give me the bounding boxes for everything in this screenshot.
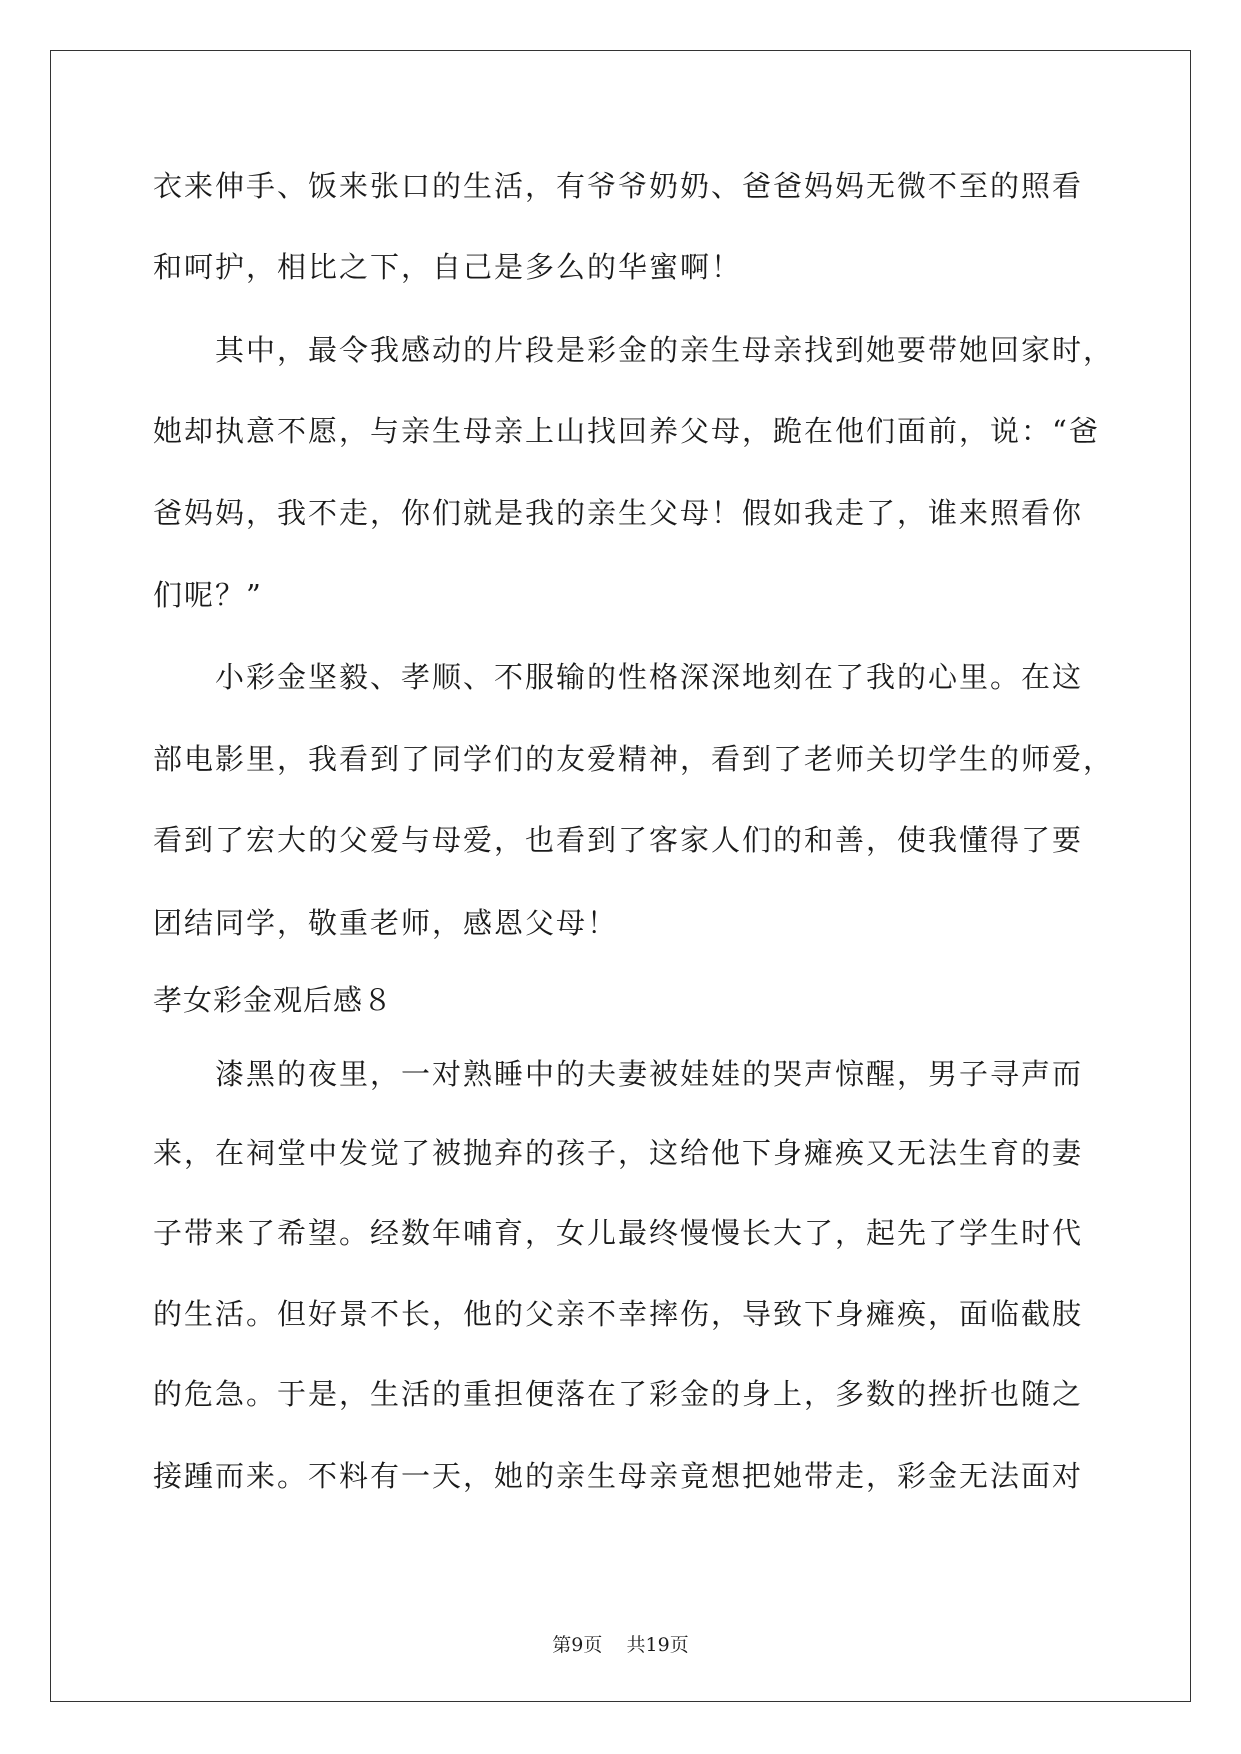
body-line: 子带来了希望。经数年哺育，女儿最终慢慢长大了，起先了学生时代 <box>153 1216 1084 1250</box>
body-line: 漆黑的夜里，一对熟睡中的夫妻被娃娃的哭声惊醒，男子寻声而 <box>153 1057 1084 1091</box>
body-line: 其中，最令我感动的片段是彩金的亲生母亲找到她要带她回家时， <box>153 333 1115 367</box>
body-line: 们呢？” <box>153 578 263 612</box>
page-border <box>50 50 1191 1702</box>
body-line: 看到了宏大的父爱与母爱，也看到了客家人们的和善，使我懂得了要 <box>153 823 1084 857</box>
body-line: 爸妈妈，我不走，你们就是我的亲生父母！假如我走了，谁来照看你 <box>153 496 1084 530</box>
body-line: 部电影里，我看到了同学们的友爱精神，看到了老师关切学生的师爱， <box>153 742 1115 776</box>
total-pages: 19 <box>645 1634 670 1656</box>
footer-total-prefix: 共 <box>626 1634 646 1656</box>
body-line: 她却执意不愿，与亲生母亲上山找回养父母，跪在他们面前，说：“爸 <box>153 414 1100 448</box>
body-line: 小彩金坚毅、孝顺、不服输的性格深深地刻在了我的心里。在这 <box>153 660 1084 694</box>
section-heading: 孝女彩金观后感８ <box>153 983 394 1017</box>
body-line: 的危急。于是，生活的重担便落在了彩金的身上，多数的挫折也随之 <box>153 1377 1084 1411</box>
body-line: 和呵护，相比之下，自己是多么的华蜜啊！ <box>153 250 743 284</box>
footer-page-suffix: 页 <box>583 1634 603 1656</box>
page-footer <box>0 1630 1241 1657</box>
body-line: 衣来伸手、饭来张口的生活，有爷爷奶奶、爸爸妈妈无微不至的照看 <box>153 169 1084 203</box>
body-line: 来，在祠堂中发觉了被抛弃的孩子，这给他下身瘫痪又无法生育的妻 <box>153 1136 1084 1170</box>
body-line: 的生活。但好景不长，他的父亲不幸摔伤，导致下身瘫痪，面临截肢 <box>153 1297 1084 1331</box>
body-line: 团结同学，敬重老师，感恩父母！ <box>153 906 619 940</box>
footer-total-suffix: 页 <box>669 1634 689 1656</box>
body-line: 接踵而来。不料有一天，她的亲生母亲竟想把她带走，彩金无法面对 <box>153 1459 1084 1493</box>
page-number: 9 <box>571 1634 584 1656</box>
footer-prefix: 第 <box>552 1634 572 1656</box>
